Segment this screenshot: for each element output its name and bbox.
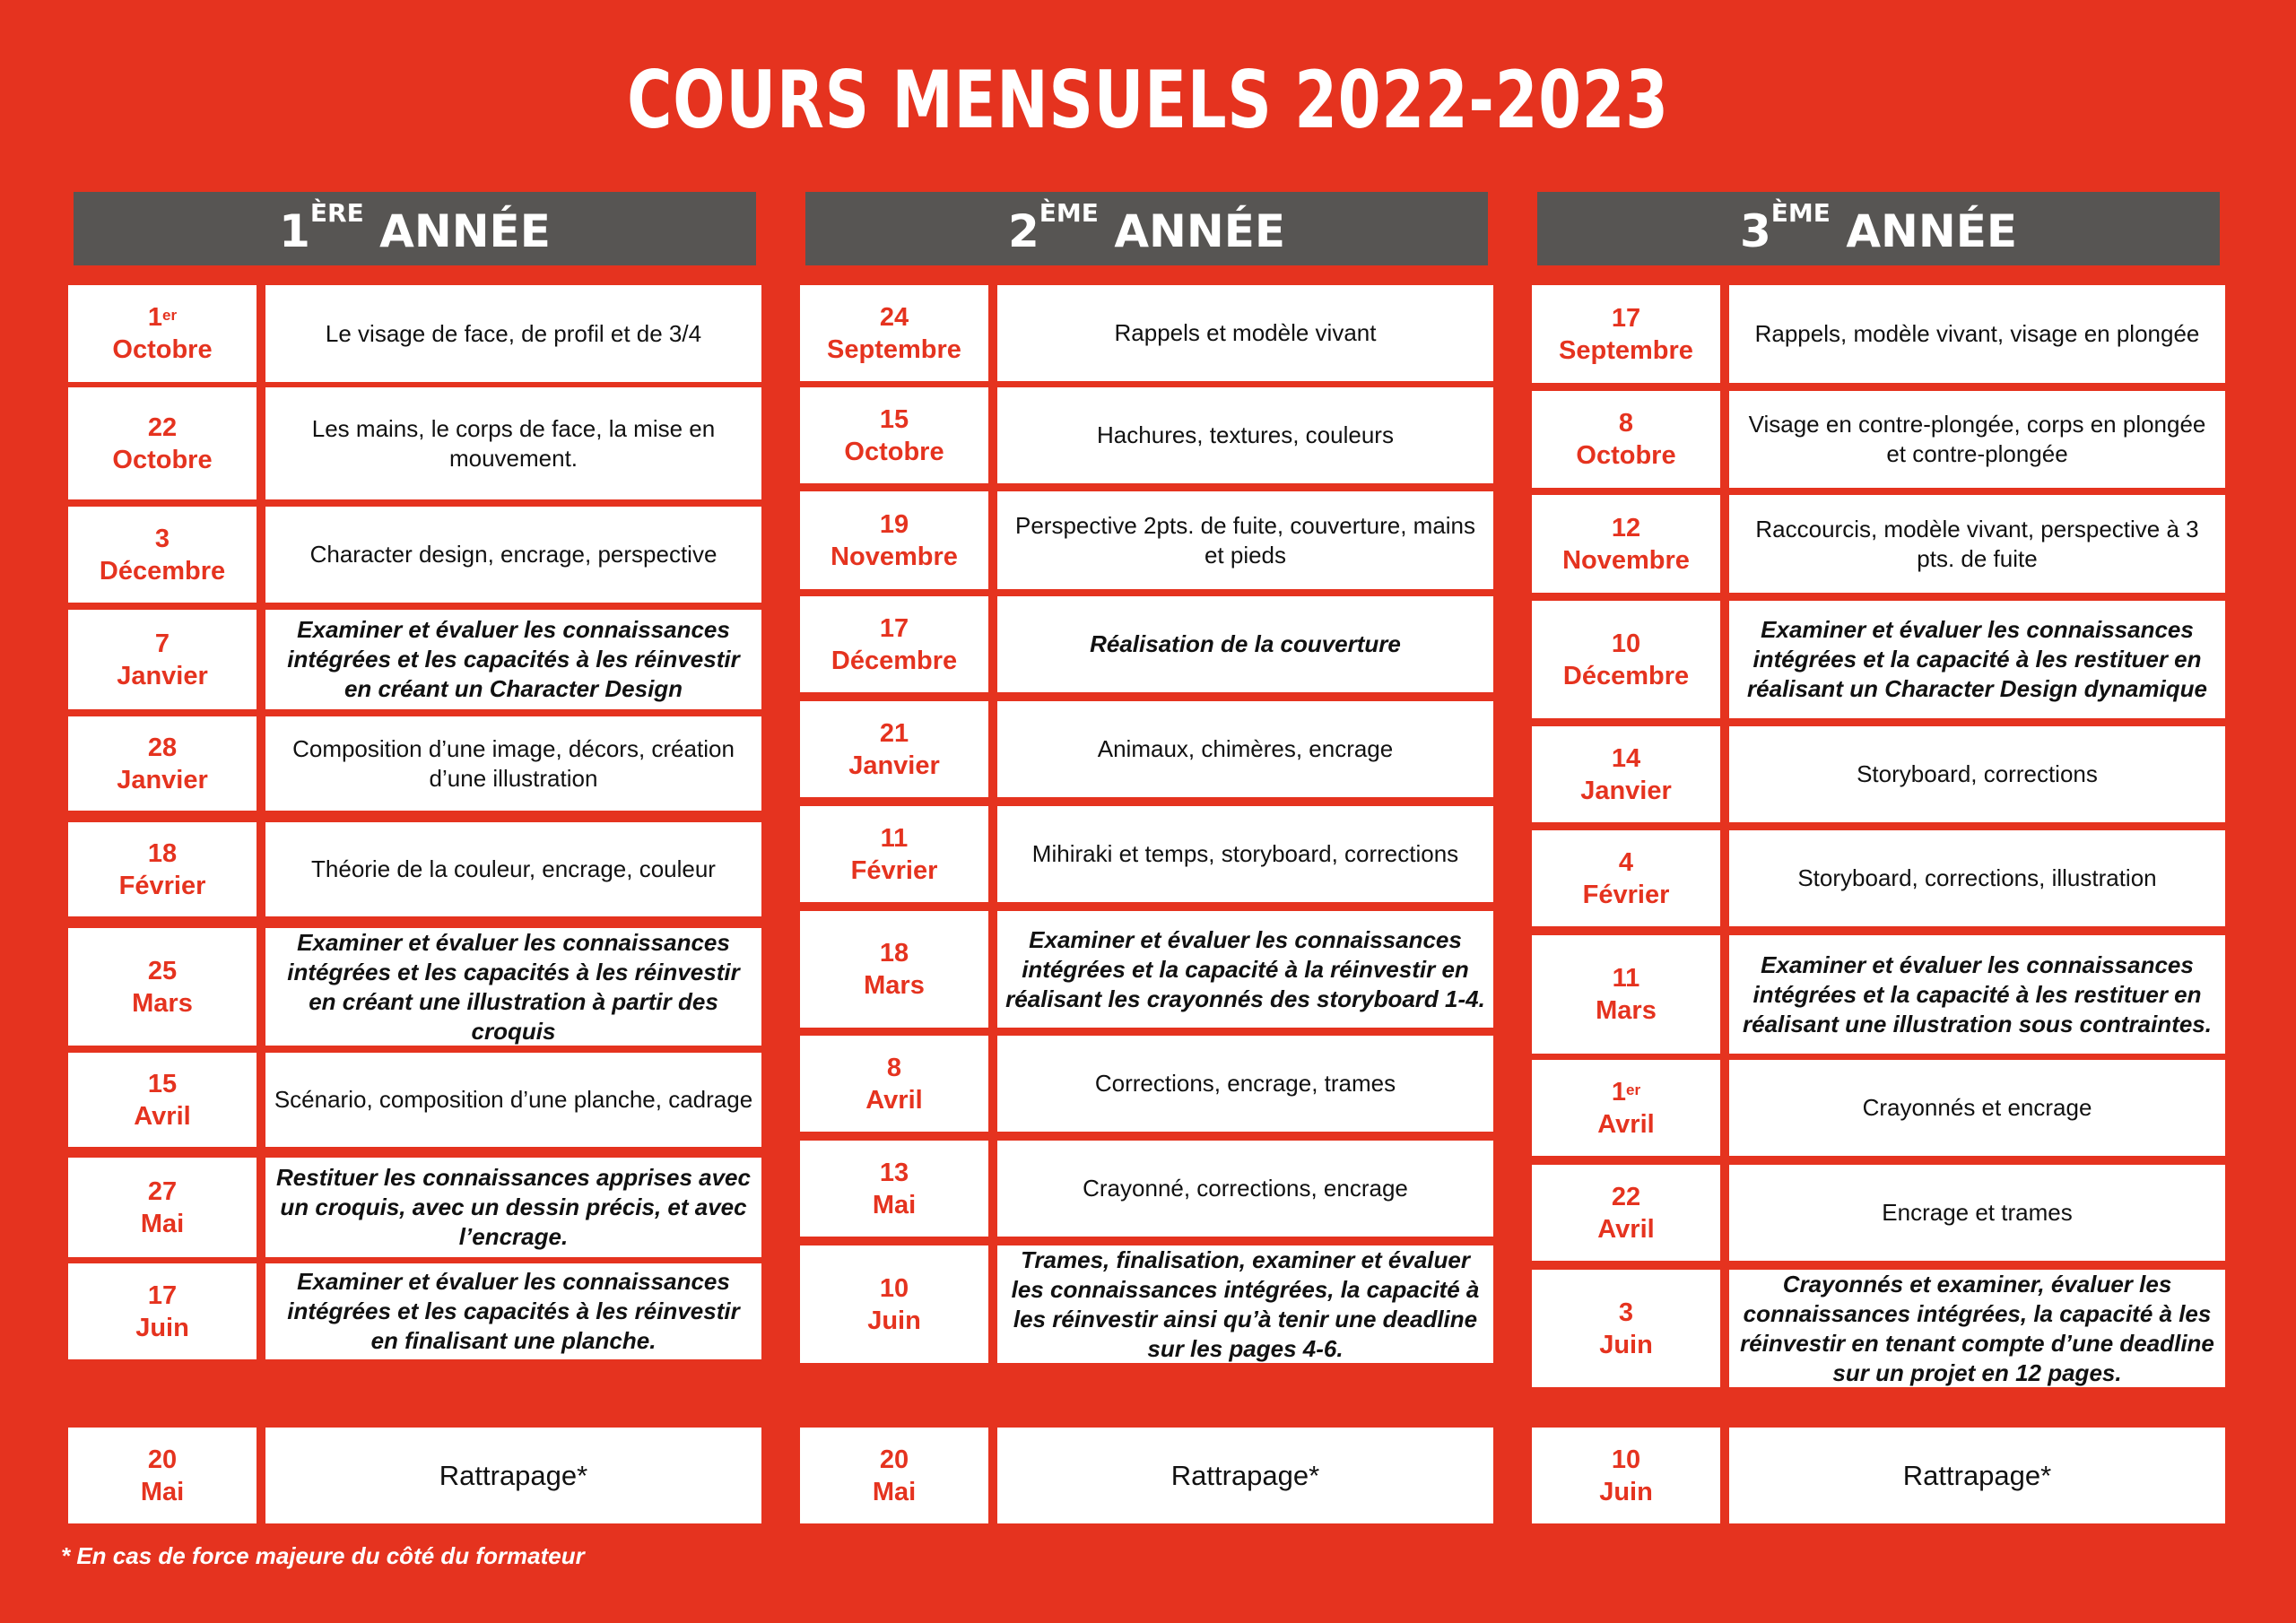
- schedule-row: [800, 1141, 1493, 1237]
- session-description: Le visage de face, de profil et de 3/4: [265, 285, 761, 382]
- date-day: [1612, 302, 1640, 334]
- date-month: Avril: [134, 1101, 191, 1131]
- makeup-date: [800, 1428, 988, 1523]
- session-date: [800, 285, 988, 381]
- date-day: [887, 1052, 901, 1084]
- schedule-row: [68, 1158, 761, 1257]
- date-day: [148, 955, 177, 987]
- date-month: Octobre: [112, 335, 213, 364]
- date-month: Janvier: [117, 661, 208, 690]
- date-month: Mai: [872, 1190, 917, 1219]
- date-day-number: 19: [879, 509, 909, 539]
- session-description: Rappels et modèle vivant: [997, 285, 1493, 381]
- session-date: [68, 928, 257, 1046]
- date-day: [155, 628, 170, 660]
- session-date: [800, 491, 988, 589]
- date-month: Décembre: [99, 556, 226, 586]
- session-description: Encrage et trames: [1729, 1165, 2225, 1261]
- date-day-number: 14: [1611, 743, 1641, 773]
- date-month: Avril: [865, 1085, 923, 1115]
- date-month: Avril: [1597, 1214, 1655, 1244]
- session-date: [800, 596, 988, 692]
- date-month: Janvier: [117, 765, 208, 794]
- session-date: [1532, 830, 1720, 926]
- date-day-number: 22: [1611, 1182, 1641, 1211]
- session-description: Théorie de la couleur, encrage, couleur: [265, 822, 761, 916]
- date-month: Décembre: [1562, 661, 1690, 690]
- footnote: * En cas de force majeure du côté du formateur: [61, 1542, 585, 1569]
- date-day-number: 1: [147, 303, 163, 332]
- session-date: [1532, 495, 1720, 593]
- date-day-number: 3: [1618, 1298, 1634, 1327]
- schedule-row: [800, 701, 1493, 797]
- date-month: Janvier: [1580, 776, 1672, 805]
- session-description: Examiner et évaluer les connaissances intégrées et les capacités à les réinvestir en créant un Character Design: [265, 610, 761, 709]
- date-day-number: 11: [880, 823, 909, 853]
- session-date: [800, 1245, 988, 1363]
- date-day: [1612, 1181, 1640, 1213]
- session-date: [800, 387, 988, 483]
- makeup-date: [68, 1428, 257, 1523]
- date-month: Avril: [1597, 1109, 1655, 1139]
- date-day: [1619, 407, 1633, 439]
- date-day-number: 17: [1611, 303, 1641, 333]
- date-day: [148, 1280, 177, 1312]
- session-description: Corrections, encrage, trames: [997, 1036, 1493, 1132]
- date-day-number: 1: [1611, 1077, 1627, 1107]
- schedule-row: [1532, 495, 2225, 593]
- session-description: Composition d’une image, décors, création d’une illustration: [265, 716, 761, 811]
- session-date: [68, 285, 257, 382]
- session-description: Examiner et évaluer les connaissances intégrées et la capacité à la réinvestir en réalisant les crayonnés des storyboard 1-4.: [997, 911, 1493, 1028]
- date-day-number: 28: [147, 733, 178, 762]
- session-description: Crayonnés et encrage: [1729, 1060, 2225, 1156]
- session-date: [68, 716, 257, 811]
- date-month: Juin: [867, 1306, 921, 1335]
- session-description: Mihiraki et temps, storyboard, corrections: [997, 806, 1493, 902]
- date-day: [1612, 628, 1640, 660]
- session-date: [1532, 601, 1720, 718]
- session-date: [68, 507, 257, 603]
- date-day-number: 8: [1618, 409, 1634, 438]
- session-description: Crayonné, corrections, encrage: [997, 1141, 1493, 1237]
- date-day: [1619, 1297, 1633, 1329]
- session-date: [1532, 391, 1720, 488]
- date-day-number: 10: [879, 1273, 909, 1303]
- date-day: [1613, 962, 1640, 994]
- date-month: Janvier: [848, 751, 940, 780]
- date-day-number: 12: [1611, 513, 1641, 542]
- schedule-row: [800, 911, 1493, 1028]
- session-description: Crayonnés et examiner, évaluer les connaissances intégrées, la capacité à les réinvestir en tenant compte d’une deadline sur un projet en 12 pages.: [1729, 1270, 2225, 1387]
- date-day: [880, 301, 909, 334]
- schedule-row: [800, 285, 1493, 381]
- date-day-number: 17: [879, 613, 909, 643]
- date-day: [880, 937, 909, 969]
- schedule-row: [800, 1036, 1493, 1132]
- year-header-number: 1: [279, 205, 310, 257]
- date-month: Juin: [1599, 1477, 1653, 1506]
- page-title: COURS MENSUELS 2022-2023: [627, 54, 1669, 146]
- year-column-2: [800, 192, 1493, 1528]
- year-header-suffix: ÈME: [1770, 198, 1831, 228]
- schedule-row: [1532, 285, 2225, 383]
- date-day: [1612, 742, 1640, 775]
- date-day-number: 20: [879, 1445, 909, 1474]
- year-header: [805, 192, 1488, 265]
- date-month: Mai: [872, 1477, 917, 1506]
- date-day: [1612, 512, 1640, 544]
- date-day: [880, 404, 909, 436]
- date-day-number: 20: [147, 1445, 178, 1474]
- date-month: Juin: [1599, 1330, 1653, 1359]
- date-month: Février: [850, 855, 938, 885]
- makeup-row: [1532, 1428, 2225, 1523]
- schedule-row: [68, 928, 761, 1046]
- session-date: [800, 701, 988, 797]
- session-description: Character design, encrage, perspective: [265, 507, 761, 603]
- session-description: Raccourcis, modèle vivant, perspective à 3 pts. de fuite: [1729, 495, 2225, 593]
- session-description: Les mains, le corps de face, la mise en mouvement.: [265, 387, 761, 499]
- date-day-suffix: er: [162, 307, 178, 324]
- date-day-number: 3: [154, 524, 170, 553]
- session-date: [1532, 1165, 1720, 1261]
- date-month: Novembre: [831, 542, 958, 571]
- date-day: [880, 508, 909, 541]
- date-day: [1612, 1076, 1640, 1108]
- date-month: Septembre: [827, 334, 961, 364]
- date-month: Mai: [140, 1209, 185, 1238]
- year-header-number: 3: [1739, 205, 1771, 257]
- session-date: [68, 822, 257, 916]
- year-column-1: [68, 192, 761, 1528]
- session-description: Examiner et évaluer les connaissances intégrées et les capacités à les réinvestir en créant une illustration à partir des croquis: [265, 928, 761, 1046]
- date-day: [880, 612, 909, 645]
- year-header-label: ANNÉE: [379, 205, 551, 257]
- session-date: [68, 1263, 257, 1359]
- year-header-suffix: ÈME: [1039, 198, 1099, 228]
- schedule-row: [1532, 935, 2225, 1054]
- date-day: [148, 1176, 177, 1208]
- date-month: Mars: [1596, 996, 1657, 1025]
- session-description: Réalisation de la couverture: [997, 596, 1493, 692]
- makeup-description: Rattrapage*: [997, 1428, 1493, 1523]
- session-date: [800, 1141, 988, 1237]
- makeup-date: [1532, 1428, 1720, 1523]
- session-date: [1532, 1060, 1720, 1156]
- schedule-row: [68, 822, 761, 916]
- session-date: [68, 610, 257, 709]
- date-day-number: 15: [879, 404, 909, 434]
- session-date: [68, 387, 257, 499]
- date-day-suffix: er: [1626, 1081, 1641, 1098]
- session-date: [800, 806, 988, 902]
- date-month: Mars: [132, 988, 193, 1018]
- schedule-row: [1532, 1270, 2225, 1387]
- date-day-number: 17: [147, 1280, 178, 1310]
- date-month: Septembre: [1559, 335, 1693, 365]
- date-day-number: 18: [147, 838, 178, 868]
- date-day-number: 4: [1618, 847, 1634, 877]
- session-description: Examiner et évaluer les connaissances intégrées et les capacités à les réinvestir en finalisant une planche.: [265, 1263, 761, 1359]
- date-day: [1619, 846, 1633, 879]
- schedule-row: [68, 716, 761, 811]
- session-description: Visage en contre-plongée, corps en plongée et contre-plongée: [1729, 391, 2225, 488]
- schedule-row: [68, 285, 761, 382]
- session-description: Rappels, modèle vivant, visage en plongée: [1729, 285, 2225, 383]
- date-day-number: 11: [1612, 964, 1640, 993]
- session-description: Storyboard, corrections, illustration: [1729, 830, 2225, 926]
- schedule-row: [1532, 1165, 2225, 1261]
- schedule-row: [1532, 830, 2225, 926]
- schedule-row: [800, 387, 1493, 483]
- session-description: Restituer les connaissances apprises avec un croquis, avec un dessin précis, et avec l’encrage.: [265, 1158, 761, 1257]
- year-header: [74, 192, 756, 265]
- date-day: [880, 1444, 909, 1476]
- date-day: [880, 1272, 909, 1305]
- schedule-row: [68, 1053, 761, 1147]
- schedule-row: [68, 387, 761, 499]
- session-description: Hachures, textures, couleurs: [997, 387, 1493, 483]
- session-date: [68, 1053, 257, 1147]
- date-day-number: 22: [147, 412, 178, 442]
- date-day-number: 10: [1611, 629, 1641, 658]
- date-day-number: 18: [879, 939, 909, 968]
- date-month: Février: [1582, 880, 1670, 909]
- schedule-row: [800, 596, 1493, 692]
- date-month: Octobre: [844, 437, 944, 466]
- makeup-description: Rattrapage*: [265, 1428, 761, 1523]
- date-day-number: 7: [154, 629, 170, 658]
- schedule-row: [68, 507, 761, 603]
- date-day-number: 25: [147, 956, 178, 985]
- session-date: [1532, 935, 1720, 1054]
- date-day: [155, 523, 170, 555]
- makeup-row: [68, 1428, 761, 1523]
- session-date: [800, 1036, 988, 1132]
- schedule-row: [1532, 601, 2225, 718]
- makeup-row: [800, 1428, 1493, 1523]
- schedule-row: [68, 610, 761, 709]
- schedule-row: [1532, 391, 2225, 488]
- date-day-number: 24: [879, 302, 909, 332]
- session-description: Examiner et évaluer les connaissances intégrées et la capacité à les restituer en réalisant un Character Design dynamique: [1729, 601, 2225, 718]
- session-description: Scénario, composition d’une planche, cadrage: [265, 1053, 761, 1147]
- date-month: Novembre: [1562, 545, 1690, 575]
- session-date: [1532, 726, 1720, 822]
- date-day-number: 27: [147, 1176, 178, 1206]
- date-month: Octobre: [112, 445, 213, 474]
- makeup-description: Rattrapage*: [1729, 1428, 2225, 1523]
- date-month: Mai: [140, 1477, 185, 1506]
- schedule-row: [1532, 1060, 2225, 1156]
- session-description: Perspective 2pts. de fuite, couverture, mains et pieds: [997, 491, 1493, 589]
- session-description: Trames, finalisation, examiner et évaluer les connaissances intégrées, la capacité à les réinvestir ainsi qu’à tenir une deadline sur les pages 4-6.: [997, 1245, 1493, 1363]
- date-day-number: 15: [147, 1069, 178, 1098]
- date-month: Décembre: [831, 646, 958, 675]
- date-day-number: 13: [879, 1158, 909, 1187]
- date-day: [880, 717, 909, 750]
- date-day: [148, 412, 177, 444]
- date-day: [148, 1444, 177, 1476]
- schedule-row: [68, 1263, 761, 1359]
- session-date: [800, 911, 988, 1028]
- session-description: Storyboard, corrections: [1729, 726, 2225, 822]
- schedule-row: [800, 491, 1493, 589]
- year-header-label: ANNÉE: [1846, 205, 2018, 257]
- date-day-number: 21: [879, 718, 909, 748]
- session-description: Examiner et évaluer les connaissances intégrées et la capacité à les restituer en réalisant une illustration sous contraintes.: [1729, 935, 2225, 1054]
- date-month: Mars: [864, 971, 925, 1000]
- date-day: [148, 301, 177, 334]
- session-date: [1532, 285, 1720, 383]
- year-column-3: [1532, 192, 2225, 1528]
- date-month: Octobre: [1576, 441, 1676, 470]
- date-month: Juin: [135, 1313, 189, 1342]
- year-header-suffix: ÈRE: [309, 198, 364, 228]
- year-header-label: ANNÉE: [1114, 205, 1286, 257]
- date-day-number: 8: [886, 1053, 902, 1082]
- year-header-number: 2: [1007, 205, 1039, 257]
- date-day: [1612, 1444, 1640, 1476]
- date-day-number: 10: [1611, 1445, 1641, 1474]
- schedule-row: [1532, 726, 2225, 822]
- date-day: [148, 838, 177, 870]
- year-header: [1537, 192, 2220, 265]
- date-day: [881, 822, 909, 855]
- session-date: [1532, 1270, 1720, 1387]
- date-day: [148, 732, 177, 764]
- date-day: [148, 1068, 177, 1100]
- schedule-row: [800, 806, 1493, 902]
- session-description: Animaux, chimères, encrage: [997, 701, 1493, 797]
- date-month: Février: [118, 871, 206, 900]
- date-day: [880, 1157, 909, 1189]
- session-date: [68, 1158, 257, 1257]
- schedule-row: [800, 1245, 1493, 1363]
